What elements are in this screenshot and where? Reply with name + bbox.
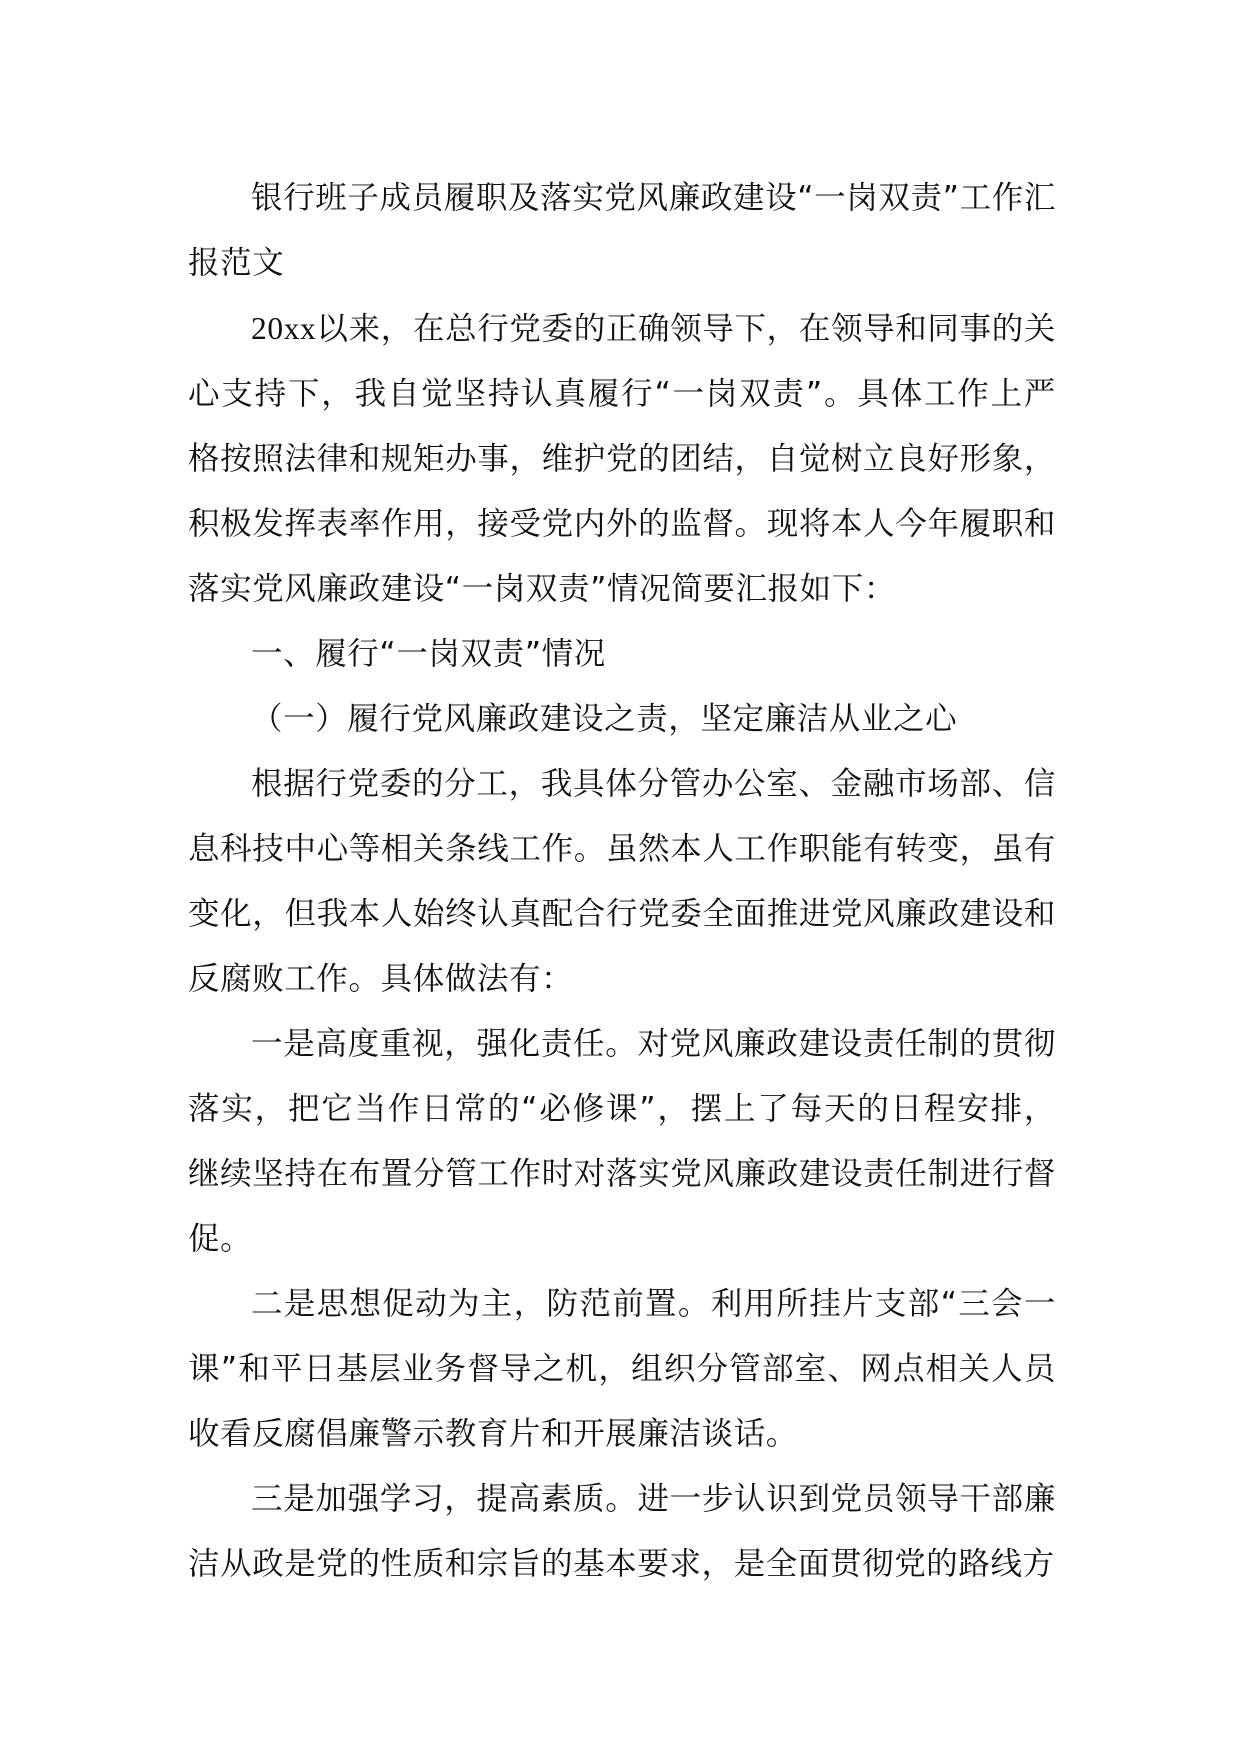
division-paragraph: 根据行党委的分工，我具体分管办公室、金融市场部、信息科技中心等相关条线工作。虽然本人工作职能有转变，虽有变化，但我本人始终认真配合行党委全面推进党风廉政建设和反腐败工作。具体做法有：: [188, 766, 1056, 997]
point-one-paragraph: 一是高度重视，强化责任。对党风廉政建设责任制的贯彻落实，把它当作日常的“必修课”，摆上了每天的日程安排，继续坚持在布置分管工作时对落实党风廉政建设责任制进行督促。: [188, 1026, 1056, 1257]
section-heading-1: 一、履行“一岗双责”情况: [251, 636, 606, 672]
intro-paragraph: [188, 296, 1056, 622]
document-body: [188, 166, 1056, 1597]
intro-text: 以来，在总行党委的正确领导下，在领导和同事的关心支持下，我自觉坚持认真履行“一岗双责”。具体工作上严格按照法律和规矩办事，维护党的团结，自觉树立良好形象，积极发挥表率作用，接受党内外的监督。现将本人今年履职和落实党风廉政建设“一岗双责”情况简要汇报如下：: [188, 311, 1056, 607]
point-two-paragraph: 二是思想促动为主，防范前置。利用所挂片支部“三会一课”和平日基层业务督导之机，组织分管部室、网点相关人员收看反腐倡廉警示教育片和开展廉洁谈话。: [188, 1286, 1056, 1452]
point-three-paragraph: 三是加强学习，提高素质。进一步认识到党员领导干部廉洁从政是党的性质和宗旨的基本要求，是全面贯彻党的路线方: [188, 1481, 1056, 1582]
intro-year: 20xx: [251, 311, 317, 346]
subsection-heading-1-1: （一）履行党风廉政建设之责，坚定廉洁从业之心: [251, 701, 958, 737]
document-title: 银行班子成员履职及落实党风廉政建设“一岗双责”工作汇报范文: [188, 180, 1056, 281]
